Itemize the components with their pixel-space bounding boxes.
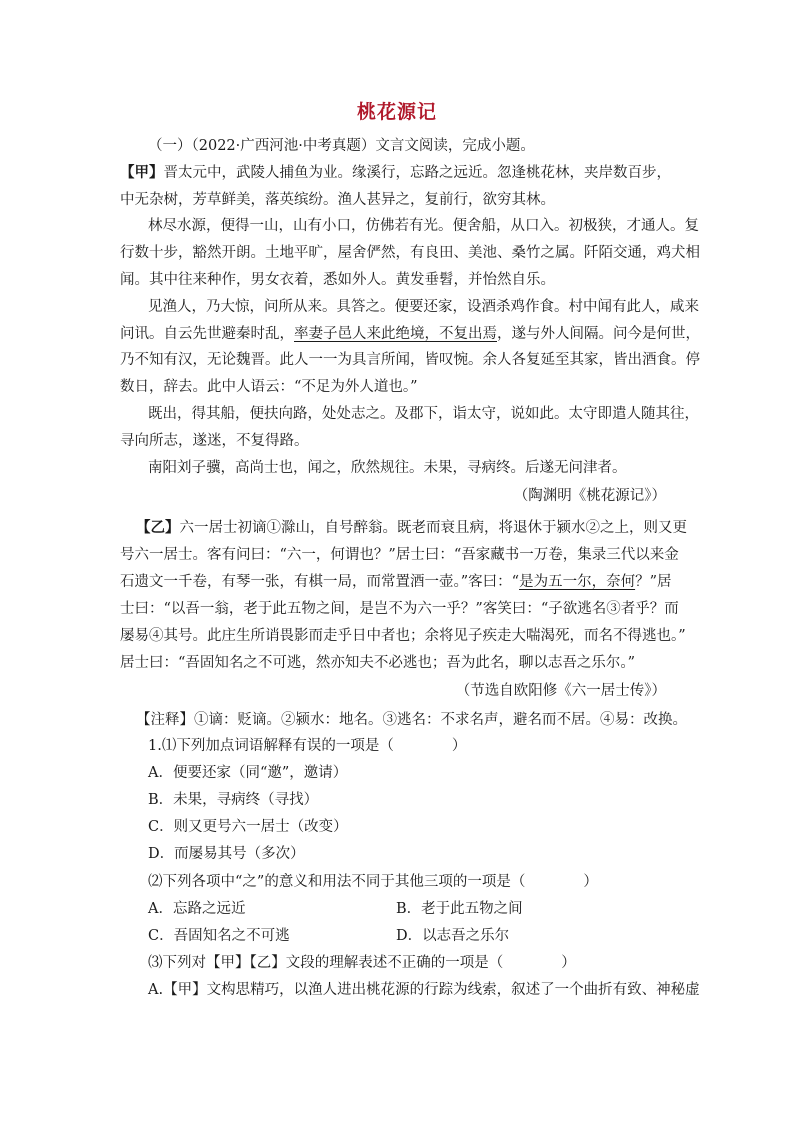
page-title: 桃花源记 (356, 101, 437, 123)
question-2-option: C．吾固知名之不可逃 (148, 928, 290, 944)
passage-yi-line: 屡易④其号。此庄生所诮畏影而走乎日中者也；余将见子疾走大喘渴死，而名不得逃也。” (120, 628, 686, 644)
passage-jia-line: 数日，辞去。此中人语云：“不足为外人道也。” (120, 379, 418, 395)
question-2-row (148, 926, 648, 946)
underlined-sentence: 率妻子邑人来此绝境，不复出焉 (294, 326, 497, 342)
jia-label: 【甲】 (120, 164, 164, 181)
passage-jia-line: 既出，得其船，便扶向路，处处志之。及郡下，诣太守，说如此。太守即遣人随其往， (148, 406, 699, 422)
question-3-option: A.【甲】文构思精巧，以渔人进出桃花源的行踪为线索，叙述了一个曲折有致、神秘虚 (148, 982, 700, 998)
yi-label: 【乙】 (136, 519, 180, 536)
question-2-option: D．以志吾之乐尔 (396, 928, 510, 944)
passage-jia-line: 【甲】晋太元中，武陵人捕鱼为业。缘溪行，忘路之远近。忽逢桃花林，夹岸数百步， (120, 164, 671, 181)
question-1-stem: 1.⑴下列加点词语解释有误的一项是（ ） (148, 738, 467, 754)
passage-jia-line: 中无杂树，芳草鲜美，落英缤纷。渔人甚异之，复前行，欲穷其林。 (120, 192, 555, 208)
question-1-option: A．便要还家（同“邀”，邀请） (148, 765, 348, 781)
source-jia: （陶渊明《桃花源记》） (513, 488, 666, 504)
passage-yi-line: 士曰：“以吾一翁，老于此五物之间，是岂不为六一乎？”客笑曰：“子欲逃名③者乎？而 (120, 601, 679, 617)
question-2-option: A．忘路之远近 (148, 901, 246, 917)
passage-yi-line: 号六一居士。客有问曰：“六一，何谓也？”居士曰：“吾家藏书一万卷，集录三代以来金 (120, 547, 679, 563)
passage-yi-line: 居士曰：“吾固知名之不可逃，然亦知夫不必逃也；吾为此名，聊以志吾之乐尔。” (120, 655, 636, 671)
question-1-option: C．则又更号六一居士（改变） (148, 819, 348, 835)
passage-jia-line: 见渔人，乃大惊，问所从来。具答之。便要还家，设酒杀鸡作食。村中闻有此人，咸来 (148, 299, 699, 315)
source-yi: （节选自欧阳修《六一居士传》） (455, 683, 666, 699)
passage-yi-line: 石遗文一千卷，有琴一张，有棋一局，而常置酒一壶。”客曰：“是为五一尔，奈何？”居 (120, 574, 672, 590)
question-2-option: B．老于此五物之间 (396, 901, 523, 917)
passage-jia-line: 南阳刘子骥，高尚士也，闻之，欣然规往。未果，寻病终。后遂无问津者。 (148, 460, 627, 476)
question-2-stem: ⑵下列各项中“之”的意义和用法不同于其他三项的一项是（ ） (148, 874, 598, 890)
passage-jia-line: 闻。其中往来种作，男女衣着，悉如外人。黄发垂髫，并怡然自乐。 (120, 272, 555, 288)
passage-jia-line: 乃不知有汉，无论魏晋。此人一一为具言所闻，皆叹惋。余人各复延至其家，皆出酒食。停 (120, 352, 700, 368)
intro-line: （一）（2022·广西河池·中考真题）文言文阅读，完成小题。 (148, 138, 535, 154)
passage-yi-line: 【乙】六一居士初谪①滁山，自号醉翁。既老而衰且病，将退休于颍水②之上，则又更 (136, 519, 687, 536)
notes-line: 【注释】①谪：贬谪。②颍水：地名。③逃名：不求名声，避名而不居。④易：改换。 (136, 712, 687, 728)
passage-jia-line: 林尽水源，便得一山，山有小口，仿佛若有光。便舍船，从口入。初极狭，才通人。复 (148, 218, 699, 234)
passage-jia-line: 行数十步，豁然开朗。土地平旷，屋舍俨然，有良田、美池、桑竹之属。阡陌交通，鸡犬相 (120, 245, 700, 261)
question-1-option: B．未果，寻病终（寻找） (148, 792, 319, 808)
question-3-stem: ⑶下列对【甲】【乙】文段的理解表述不正确的一项是（ ） (148, 955, 576, 971)
passage-jia-line: 问讯。自云先世避秦时乱，率妻子邑人来此绝境，不复出焉，遂与外人间隔。问今是何世， (120, 326, 700, 342)
question-2-row (148, 899, 648, 919)
question-1-option: D．而屡易其号（多次） (148, 846, 305, 862)
passage-jia-line: 寻向所志，遂迷，不复得路。 (120, 433, 309, 449)
underlined-sentence: 是为五一尔，奈何 (519, 574, 636, 590)
